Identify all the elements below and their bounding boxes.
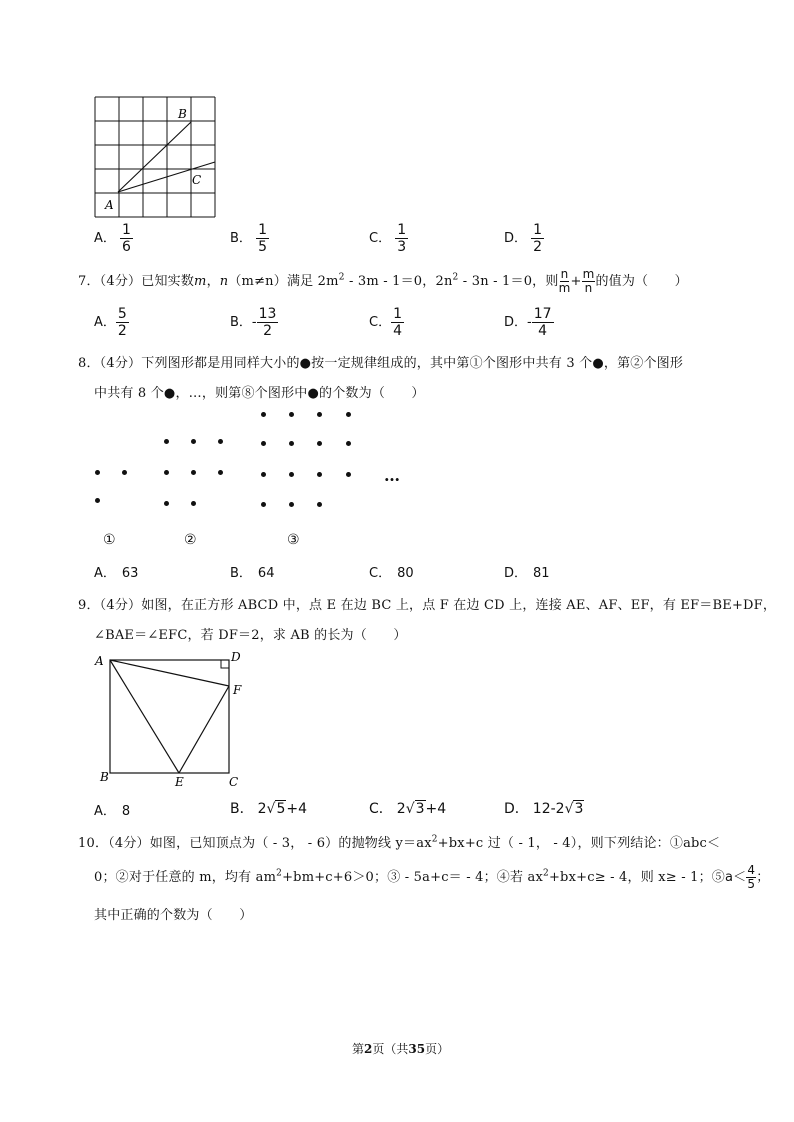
label-a: A	[95, 654, 104, 668]
figure-label-1: ①	[103, 532, 116, 548]
fraction: $\frac{1}{3}$	[397, 222, 407, 255]
q10-question-line1: 10．（4分）如图，已知顶点为（ - 3， - 6）的抛物线 $y=ax^2+bx+c$ 过（ - 1， - 4），则下列结论：①abc＜	[78, 834, 721, 851]
q8-question-line1: 8．（4分）下列图形都是用同样大小的●按一定规律组成的，其中第①个图形中共有 3 个●，第②个图形	[78, 356, 684, 371]
q8-question-line2: 中共有 8 个●，…，则第⑧个图形中●的个数为（ ）	[94, 386, 425, 401]
dot	[346, 412, 351, 417]
q10-question-line2: 0；②对于任意的 m，均有 $am^2+bm+c+6>0$；③ - 5a+c＝ - 4；④若 $ax^2+bx+c\ge - 4$，则 x≥ - 1；⑤a＜ $\frac{4}{5}$ ；	[94, 863, 770, 891]
q6-option-a[interactable]: A． $\frac{1}{6}$	[94, 222, 131, 255]
ellipsis: …	[384, 466, 400, 485]
dot	[261, 472, 266, 477]
label-e: E	[175, 775, 184, 789]
dot	[218, 470, 223, 475]
label-c: C	[229, 775, 239, 789]
label-c: C	[192, 173, 202, 187]
dot	[317, 502, 322, 507]
q6-option-d[interactable]: D． $\frac{1}{2}$	[504, 222, 543, 255]
q9-question-line2: ∠BAE＝∠EFC，若 DF＝2，求 AB 的长为（ ）	[94, 628, 407, 643]
dot	[261, 441, 266, 446]
q6-grid-figure	[88, 90, 223, 225]
q8-option-c[interactable]: C． 80	[369, 566, 414, 581]
dot	[289, 502, 294, 507]
dot	[317, 472, 322, 477]
q10-question-line3: 其中正确的个数为（ ）	[94, 908, 253, 923]
q9-question-line1: 9．（4分）如图，在正方形 ABCD 中，点 E 在边 BC 上，点 F 在边 CD 上，连接 AE、AF、EF，有 EF＝BE+DF，	[78, 598, 777, 613]
dot	[164, 501, 169, 506]
label-b: B	[100, 770, 109, 784]
segment-ae	[110, 660, 179, 773]
q7-option-b[interactable]: B．- $\frac{13}{2}$	[230, 306, 277, 339]
dot	[346, 441, 351, 446]
q7-option-a[interactable]: A． $\frac{5}{2}$	[94, 306, 127, 339]
dot	[122, 470, 127, 475]
q7-question: 7．（4分）已知实数m，n（m≠n）满足 $2m^2 - 3m - 1=0$，$2n^2 - 3n - 1=0$，则 $\frac{n}{m}$ + $\frac{m}{n}$ 的值为（ ）	[78, 267, 688, 295]
q9-option-c[interactable]: C． 2√3+4	[369, 801, 447, 817]
fraction-n-over-m: $\frac{n}{m}$	[558, 267, 571, 295]
dot	[191, 439, 196, 444]
q8-option-d[interactable]: D． 81	[504, 566, 550, 581]
figure-label-2: ②	[184, 532, 197, 548]
label-b: B	[178, 107, 187, 121]
dot	[218, 439, 223, 444]
fraction: $\frac{1}{5}$	[258, 222, 267, 255]
dot	[95, 498, 100, 503]
dot	[261, 502, 266, 507]
line-ab	[118, 122, 191, 192]
segment-ef	[179, 686, 229, 773]
segment-af	[110, 660, 229, 686]
q6-option-b[interactable]: B． $\frac{1}{5}$	[230, 222, 267, 255]
fraction: $\frac{1}{6}$	[122, 222, 131, 255]
right-angle-mark	[221, 660, 229, 668]
dot	[191, 470, 196, 475]
q8-option-a[interactable]: A． 63	[94, 566, 139, 581]
q6-option-c[interactable]: C． $\frac{1}{3}$	[369, 222, 407, 255]
q9-square-figure	[90, 648, 250, 792]
label-d: D	[231, 650, 241, 664]
dot	[289, 472, 294, 477]
q7-option-c[interactable]: C． $\frac{1}{4}$	[369, 306, 402, 339]
dot	[317, 441, 322, 446]
label-f: F	[233, 683, 242, 697]
dot	[164, 439, 169, 444]
figure-label-3: ③	[287, 532, 300, 548]
dot	[289, 412, 294, 417]
q8-option-b[interactable]: B． 64	[230, 566, 275, 581]
dot	[95, 470, 100, 475]
dot	[317, 412, 322, 417]
dot	[191, 501, 196, 506]
label-a: A	[105, 198, 114, 212]
dot	[289, 441, 294, 446]
fraction: $\frac{1}{2}$	[533, 222, 543, 255]
dot	[346, 472, 351, 477]
q7-option-d[interactable]: D．- $\frac{17}{4}$	[504, 306, 552, 339]
q9-option-d[interactable]: D． 12-2√3	[504, 801, 584, 817]
fraction-m-over-n: $\frac{m}{n}$	[582, 267, 595, 295]
q9-option-a[interactable]: A． 8	[94, 804, 131, 819]
page-footer: 第2页（共35页）	[352, 1042, 450, 1056]
dot	[164, 470, 169, 475]
q9-option-b[interactable]: B． 2√5+4	[230, 801, 308, 817]
dot	[261, 412, 266, 417]
